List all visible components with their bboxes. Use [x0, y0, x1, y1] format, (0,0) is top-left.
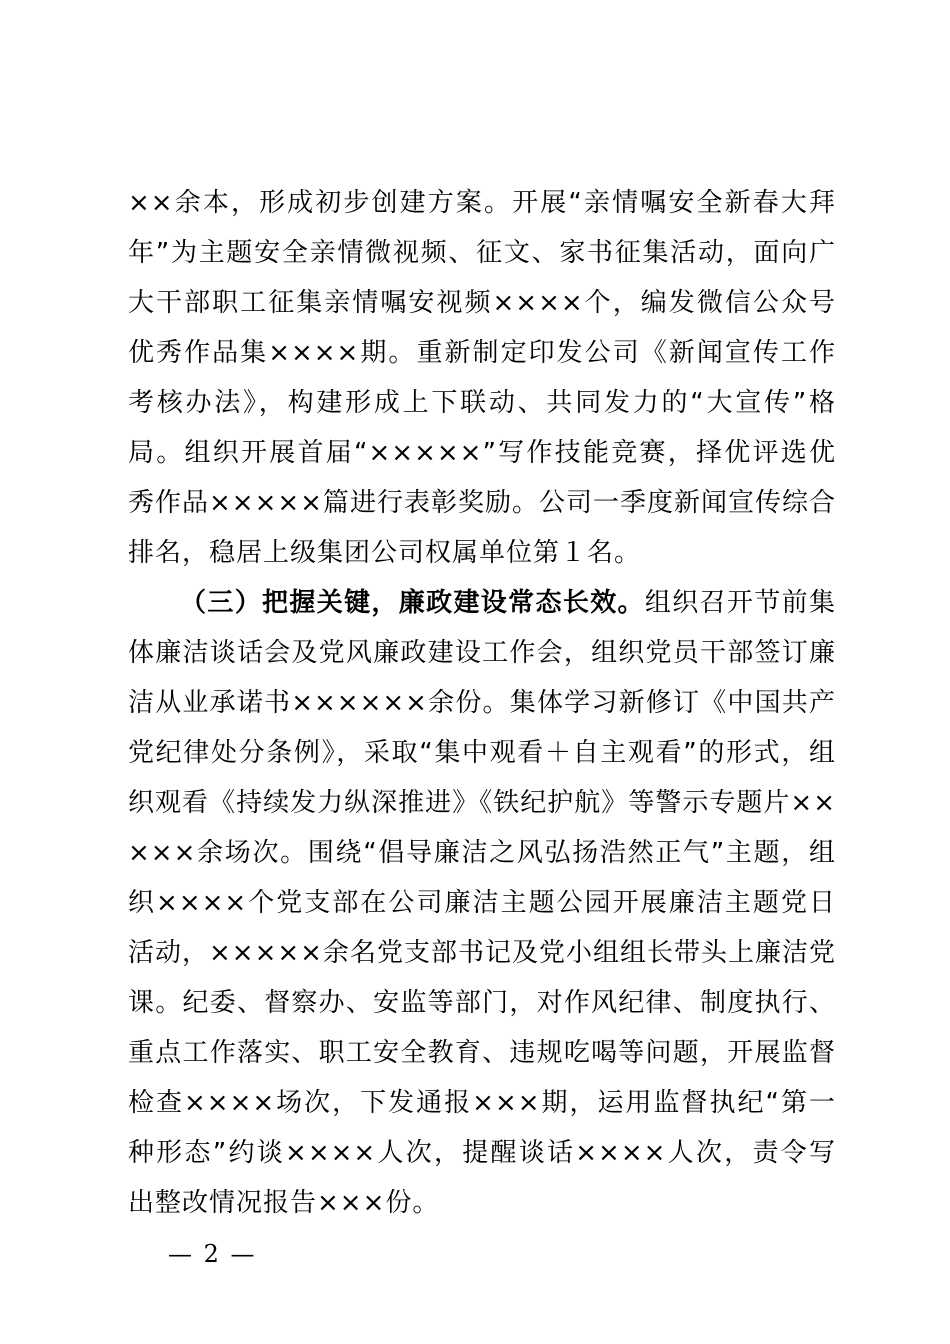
document-body [128, 178, 836, 1228]
paragraph-text: 组织召开节前集体廉洁谈话会及党风廉政建设工作会，组织党员干部签订廉洁从业承诺书××××××余份。集体学习新修订《中国共产党纪律处分条例》，采取“集中观看＋自主观看”的形式，组织观看《持续发力纵深推进》《铁纪护航》等警示专题片×××××余场次。围绕“倡导廉洁之风弘扬浩然正气”主题，组织××××个党支部在公司廉洁主题公园开展廉洁主题党日活动，×××××余名党支部书记及党小组组长带头上廉洁党课。纪委、督察办、安监等部门，对作风纪律、制度执行、重点工作落实、职工安全教育、违规吃喝等问题，开展监督检查××××场次，下发通报×××期，运用监督执纪“第一种形态”约谈××××人次，提醒谈话××××人次，责令写出整改情况报告×××份。 [128, 588, 836, 1218]
paragraph-section-three [128, 578, 836, 1228]
paragraph-text: ××余本，形成初步创建方案。开展“亲情嘱安全新春大拜年”为主题安全亲情微视频、征文、家书征集活动，面向广大干部职工征集亲情嘱安视频××××个，编发微信公众号优秀作品集××××期。重新制定印发公司《新闻宣传工作考核办法》，构建形成上下联动、共同发力的“大宣传”格局。组织开展首届“×××××”写作技能竞赛，择优评选优秀作品×××××篇进行表彰奖励。公司一季度新闻宣传综合排名，稳居上级集团公司权属单位第１名。 [128, 188, 836, 568]
page-number: — 2 — [168, 1240, 257, 1268]
section-heading: （三）把握关键，廉政建设常态长效。 [180, 588, 645, 618]
paragraph-continued [128, 178, 836, 578]
